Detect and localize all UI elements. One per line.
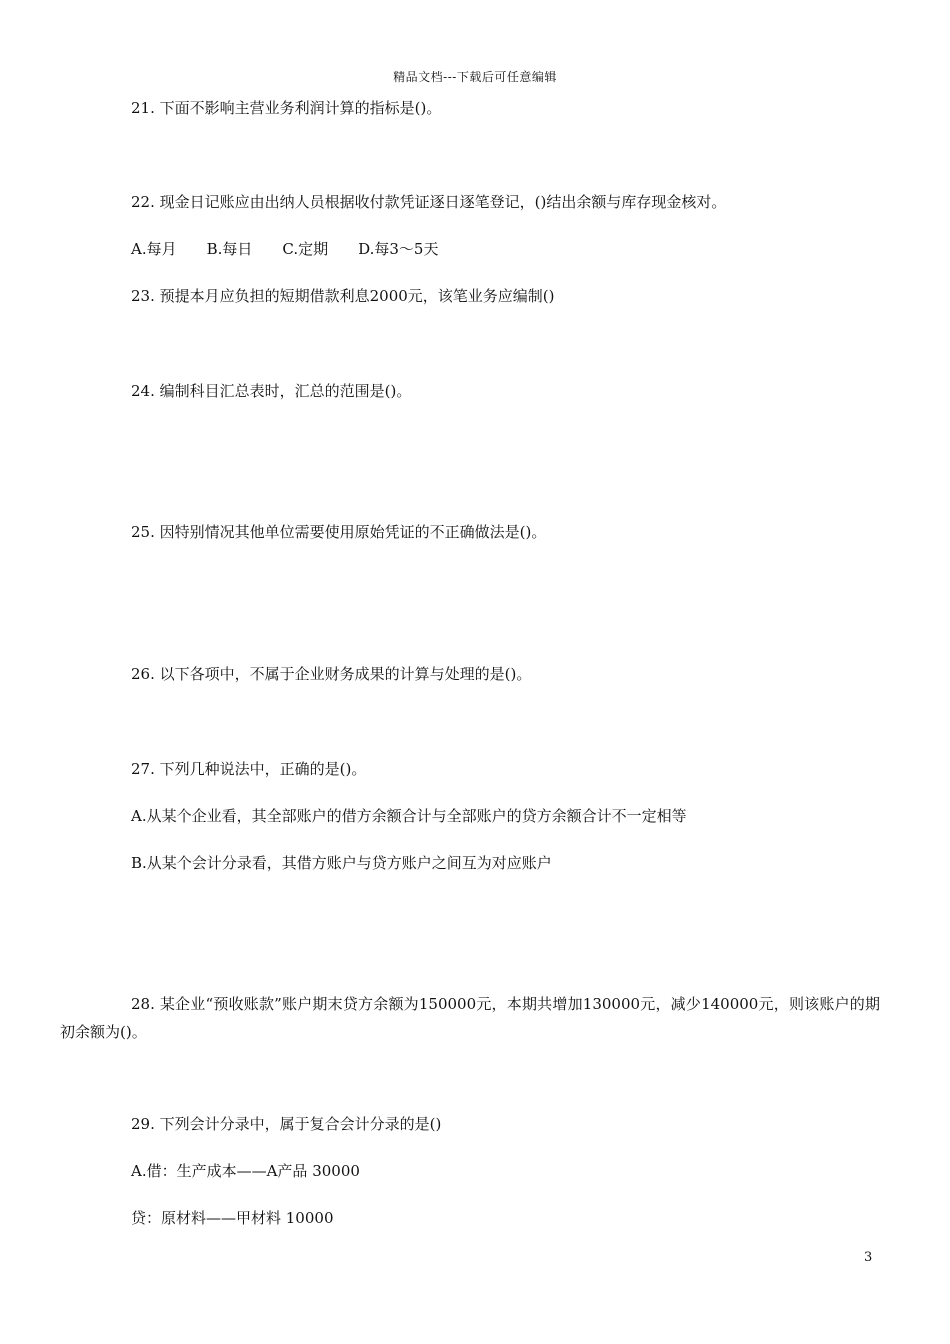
question-29: 29. 下列会计分录中，属于复合会计分录的是() [131, 1115, 442, 1133]
question-27: 27. 下列几种说法中，正确的是()。 [131, 760, 367, 778]
question-28: 28. 某企业“预收账款”账户期末贷方余额为150000元，本期共增加130000元，减少140000元，则该账户的期初余额为()。 [60, 995, 880, 1041]
question-29-credit-line: 贷：原材料——甲材料 10000 [131, 1209, 334, 1227]
question-24: 24. 编制科目汇总表时，汇总的范围是()。 [131, 382, 412, 400]
question-25: 25. 因特别情况其他单位需要使用原始凭证的不正确做法是()。 [131, 523, 547, 541]
question-27-option-a: A.从某个企业看，其全部账户的借方余额合计与全部账户的贷方余额合计不一定相等 [131, 807, 687, 825]
page-number: 3 [864, 1250, 873, 1265]
question-29-option-a: A.借：生产成本——A产品 30000 [131, 1162, 360, 1180]
question-26: 26. 以下各项中，不属于企业财务成果的计算与处理的是()。 [131, 665, 532, 683]
page-header: 精品文档---下载后可任意编辑 [393, 70, 557, 84]
question-23: 23. 预提本月应负担的短期借款利息2000元，该笔业务应编制() [131, 287, 555, 305]
question-21: 21. 下面不影响主营业务利润计算的指标是()。 [131, 99, 442, 117]
question-22-options: A.每月 B.每日 C.定期 D.每3～5天 [131, 240, 439, 258]
question-22: 22. 现金日记账应由出纳人员根据收付款凭证逐日逐笔登记，()结出余额与库存现金核对。 [131, 193, 727, 211]
question-27-option-b: B.从某个会计分录看，其借方账户与贷方账户之间互为对应账户 [131, 854, 552, 872]
